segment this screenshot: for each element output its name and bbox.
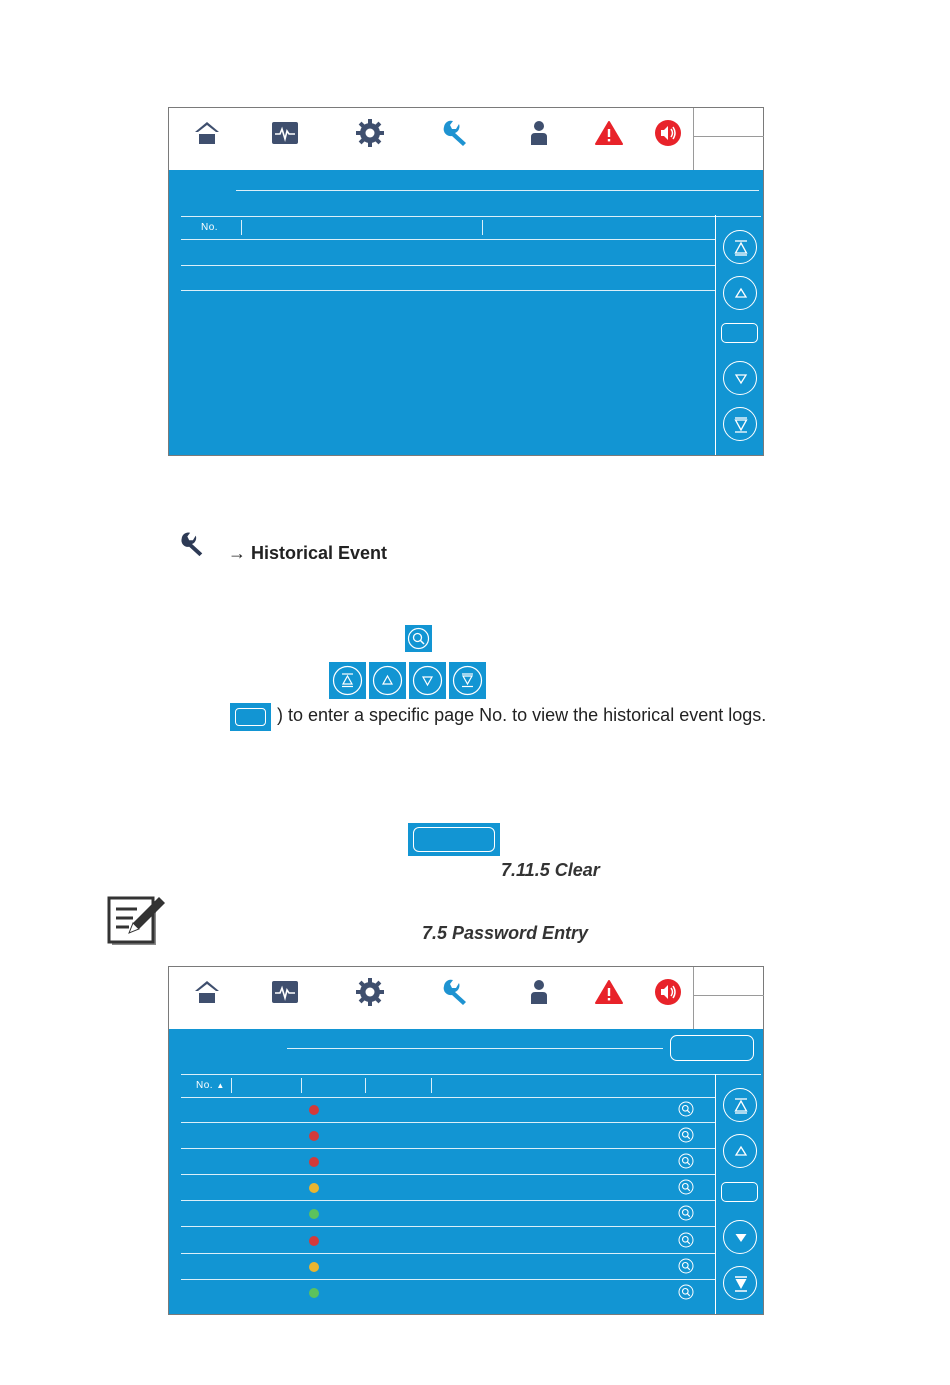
status-box [693,967,763,1029]
status-box [693,108,763,170]
first-page-icon [724,1089,758,1123]
clear-button-sample [408,823,500,856]
last-page-icon [724,1267,758,1301]
last-page-icon [449,662,486,699]
column-header-no[interactable]: No. [201,222,219,233]
warning-icon[interactable] [594,118,624,148]
table-row[interactable] [181,1201,715,1227]
table-row[interactable] [181,1280,715,1306]
user-icon[interactable] [524,977,554,1007]
status-dot-red [309,1236,319,1246]
top-nav-bar [169,108,763,170]
table-row[interactable] [181,1149,715,1175]
wrench-icon[interactable] [440,977,470,1007]
magnifier-icon [405,625,432,652]
page-number-input[interactable] [721,1182,758,1202]
home-icon[interactable] [192,118,222,148]
status-dot-yellow [309,1183,319,1193]
next-page-button[interactable] [723,361,757,395]
up-arrow-icon [369,662,406,699]
magnifier-icon[interactable] [678,1127,694,1143]
last-page-button[interactable] [723,1266,757,1300]
table-row [181,265,715,266]
clear-section-reference: 7.11.5 Clear [501,860,600,880]
magnifier-icon[interactable] [678,1258,694,1274]
magnifier-icon[interactable] [678,1232,694,1248]
page-nav-sidebar [715,1074,763,1314]
waveform-icon[interactable] [270,118,300,148]
up-arrow-icon [724,1135,758,1169]
table-row[interactable] [181,1097,715,1123]
first-page-button[interactable] [723,230,757,264]
first-page-button[interactable] [723,1088,757,1122]
prev-page-button[interactable] [723,1134,757,1168]
magnifier-icon[interactable] [678,1179,694,1195]
speaker-icon[interactable] [653,977,683,1007]
top-nav-bar [169,967,763,1029]
status-dot-green [309,1288,319,1298]
prev-page-button[interactable] [723,276,757,310]
first-page-icon [329,662,366,699]
clear-button[interactable] [670,1035,754,1061]
wrench-icon [178,530,206,558]
password-section-reference: 7.5 Password Entry [422,923,589,943]
speaker-icon[interactable] [653,118,683,148]
detail-zoom-button-sample [405,625,432,652]
home-icon[interactable] [192,977,222,1007]
nav-buttons-sample [329,662,486,699]
menu-path: → Historical Event [228,543,388,563]
gear-icon[interactable] [355,977,385,1007]
user-icon[interactable] [524,118,554,148]
up-arrow-icon [724,277,758,311]
wrench-icon[interactable] [440,118,470,148]
status-dot-red [309,1105,319,1115]
down-arrow-icon [724,1221,758,1255]
magnifier-icon[interactable] [678,1153,694,1169]
last-page-icon [724,408,758,442]
history-screen-empty [168,107,764,456]
magnifier-icon[interactable] [678,1101,694,1117]
history-screen-populated [168,966,764,1315]
table-row[interactable] [181,1175,715,1201]
column-header-no[interactable]: No. ▲ [196,1080,225,1091]
event-list-panel [169,170,763,455]
sort-ascending-icon: ▲ [216,1081,225,1090]
event-list-panel [169,1029,763,1314]
table-row [181,290,715,291]
next-page-button[interactable] [723,1220,757,1254]
status-dot-green [309,1209,319,1219]
warning-icon[interactable] [594,977,624,1007]
gear-icon[interactable] [355,118,385,148]
down-arrow-icon [724,362,758,396]
table-row[interactable] [181,1123,715,1149]
magnifier-icon[interactable] [678,1284,694,1300]
first-page-icon [724,231,758,265]
status-dot-red [309,1157,319,1167]
table-row[interactable] [181,1228,715,1254]
down-arrow-icon [409,662,446,699]
waveform-icon[interactable] [270,977,300,1007]
status-dot-red [309,1131,319,1141]
magnifier-icon[interactable] [678,1205,694,1221]
status-dot-yellow [309,1262,319,1272]
table-row[interactable] [181,1254,715,1280]
note-icon [107,893,169,949]
page-input-instruction: ) to enter a specific page No. to view the historical event logs. [277,705,767,725]
page-number-input[interactable] [721,323,758,343]
page-nav-sidebar [715,215,763,455]
page-input-sample [230,703,271,731]
last-page-button[interactable] [723,407,757,441]
